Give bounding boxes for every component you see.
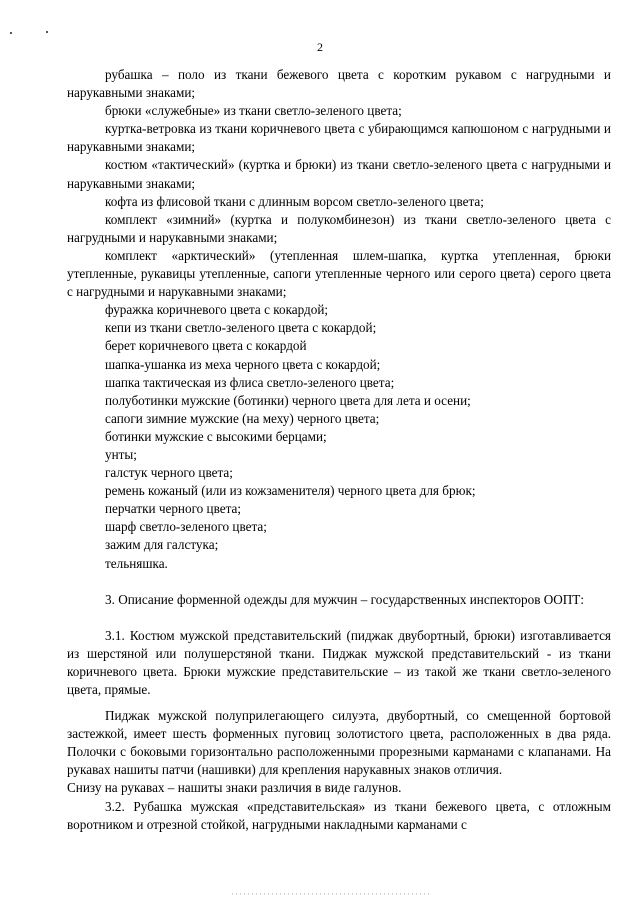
list-item: костюм «тактический» (куртка и брюки) из ткани светло-зеленого цвета с нагрудными и нарукавными знаками; xyxy=(67,157,611,191)
scan-speck xyxy=(10,32,12,34)
page-number: 2 xyxy=(317,40,323,54)
section-paragraph: Снизу на рукавах – нашиты знаки различия в виде галунов. xyxy=(67,780,402,796)
document-body xyxy=(67,66,611,834)
list-item: фуражка коричневого цвета с кокардой; xyxy=(105,302,329,318)
section-heading: 3. Описание форменной одежды для мужчин – государственных инспекторов ООПТ: xyxy=(105,591,585,607)
list-item: рубашка – поло из ткани бежевого цвета с коротким рукавом с нагрудными и нарукавными знаками; xyxy=(67,67,611,101)
list-item: кофта из флисовой ткани с длинным ворсом светло-зеленого цвета; xyxy=(105,193,484,209)
list-item: ботинки мужские с высокими берцами; xyxy=(105,428,327,444)
list-item: галстук черного цвета; xyxy=(105,465,233,481)
section-paragraph: 3.1. Костюм мужской представительский (пиджак двубортный, брюки) изготавливается из шерстяной или полушерстяной ткани. Пиджак мужской представительский - из ткани коричневого цвета. Брюки мужские представительские – из такой же ткани светло-зеленого цвета, прямые. xyxy=(67,627,611,697)
list-item: комплект «зимний» (куртка и полукомбинезон) из ткани светло-зеленого цвета с нагрудными и нарукавными знаками; xyxy=(67,211,611,245)
list-item: комплект «арктический» (утепленная шлем-шапка, куртка утепленная, брюки утепленные, рукавицы утепленные, сапоги утепленные черного или серого цвета) серого цвета с нагрудными и нарукавными знаками; xyxy=(67,247,611,300)
list-item: шарф светло-зеленого цвета; xyxy=(105,519,267,535)
list-item: перчатки черного цвета; xyxy=(105,501,242,517)
list-item: куртка-ветровка из ткани коричневого цвета с убирающимся капюшоном с нагрудными и нарукавными знаками; xyxy=(67,121,611,155)
list-item: зажим для галстука; xyxy=(105,537,219,553)
list-item: сапоги зимние мужские (на меху) черного цвета; xyxy=(105,410,380,426)
scan-speck xyxy=(46,31,48,33)
list-item: полуботинки мужские (ботинки) черного цвета для лета и осени; xyxy=(105,392,471,408)
list-item: ремень кожаный (или из кожзаменителя) черного цвета для брюк; xyxy=(105,483,476,499)
section-paragraph: Пиджак мужской полуприлегающего силуэта, двубортный, со смещенной бортовой застежкой, имеет шесть форменных пуговиц золотистого цвета, расположенных в два ряда. Полочки с боковыми горизонтально расположенными прорезными карманами с клапанами. На рукавах нашиты патчи (нашивки) для крепления нарукавных знаков отличия. xyxy=(67,708,611,778)
scan-edge-noise xyxy=(232,893,432,895)
section-paragraph: 3.2. Рубашка мужская «представительская» из ткани бежевого цвета, с отложным воротником и отрезной стойкой, нагрудными накладными карманами с xyxy=(67,798,611,832)
list-item: берет коричневого цвета с кокардой xyxy=(105,338,307,354)
list-item: унты; xyxy=(105,446,137,462)
list-item: шапка-ушанка из меха черного цвета с кокардой; xyxy=(105,356,381,372)
list-item: кепи из ткани светло-зеленого цвета с кокардой; xyxy=(105,320,377,336)
list-item: шапка тактическая из флиса светло-зеленого цвета; xyxy=(105,374,395,390)
list-item: тельняшка. xyxy=(105,555,168,571)
list-item: брюки «служебные» из ткани светло-зеленого цвета; xyxy=(105,103,402,119)
